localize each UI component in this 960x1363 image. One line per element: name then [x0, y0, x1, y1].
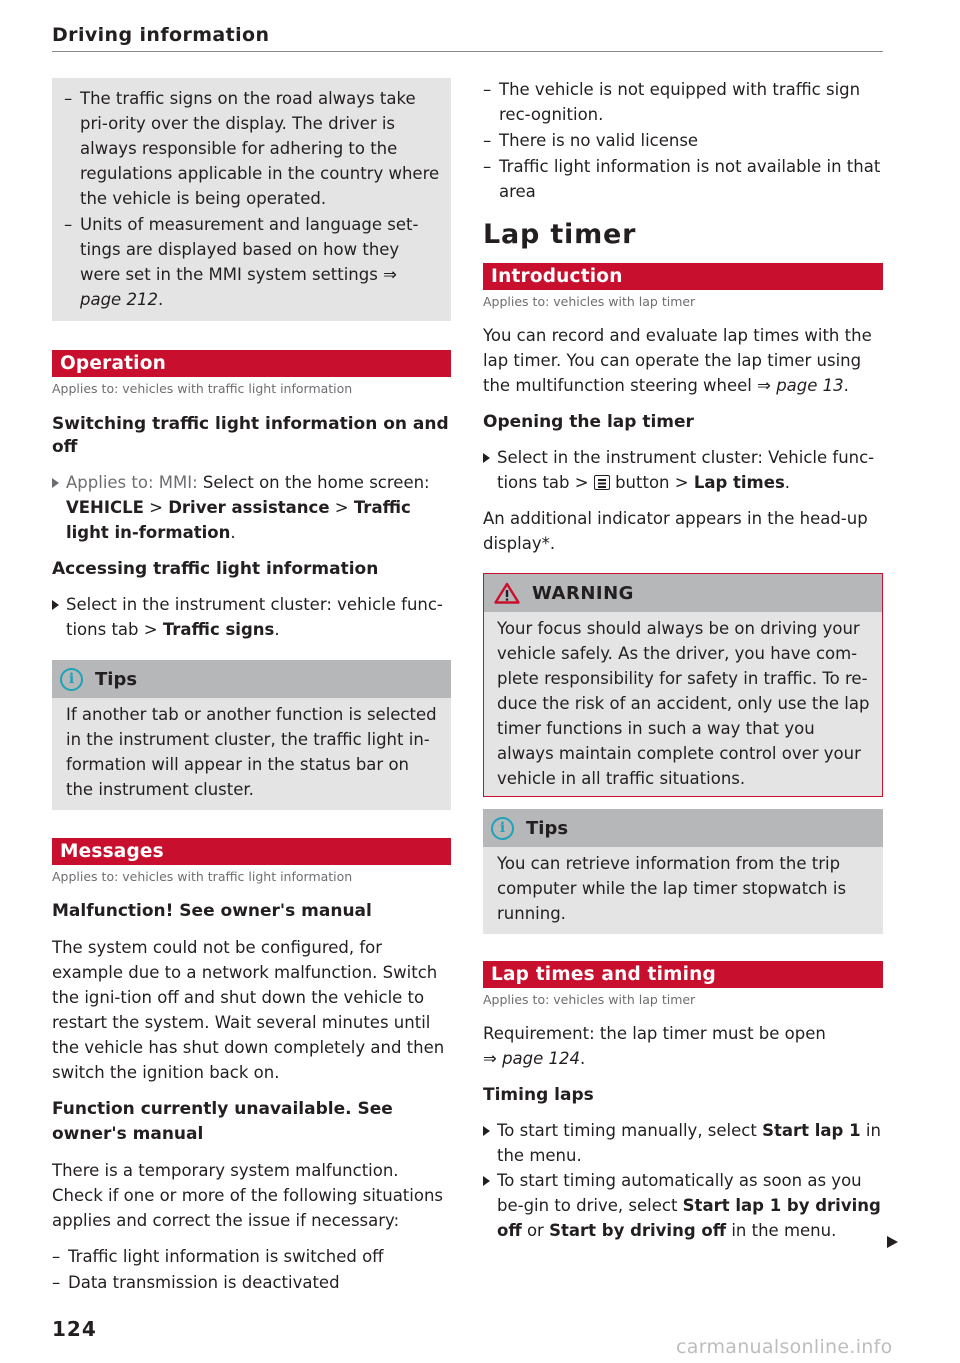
- menu-path-vehicle: VEHICLE: [66, 498, 144, 517]
- tips-title: Tips: [95, 668, 138, 690]
- opening-note: An additional indicator appears in the head-up display*.: [483, 509, 868, 553]
- step-text: Select on the home screen:: [197, 473, 430, 492]
- intro-text: You can record and evaluate lap times with the lap timer. You can operate the lap timer using the multifunction steering wheel: [483, 326, 872, 395]
- tips-text: If another tab or another function is selected in the instrument cluster, the traffic light in-formation will appear in the status bar on the instrument cluster.: [66, 705, 437, 799]
- section-heading-operation: Operation: [52, 350, 451, 377]
- situation-text: The vehicle is not equipped with traffic sign rec-ognition.: [499, 80, 861, 124]
- step-arrow-icon: [483, 1176, 490, 1186]
- note-box: [52, 78, 451, 321]
- situation-item: [483, 77, 883, 127]
- situation-item: [52, 1244, 451, 1269]
- menu-option-start-lap-1: Start lap 1: [762, 1121, 861, 1140]
- tips-header: [52, 660, 451, 698]
- menu-option-start-driving: Start by driving off: [549, 1221, 727, 1240]
- menu-option-start-lap-1-driving: Start lap 1 by driving off: [497, 1196, 881, 1240]
- situation-item: [52, 1270, 451, 1295]
- applies-note: Applies to: vehicles with traffic light information: [52, 869, 353, 884]
- subheading-opening: Opening the lap timer: [483, 412, 694, 432]
- note-item: [64, 86, 441, 211]
- tips-text: You can retrieve information from the trip computer while the lap timer stopwatch is running.: [497, 854, 847, 923]
- note-item-text: The traffic signs on the road always take pri-ority over the display. The driver is always responsible for adhering to the regulations applicable in the country where the vehicle is being operated.: [80, 89, 440, 208]
- dash: –: [483, 157, 492, 176]
- subheading-switching: Switching traffic light information on and off: [52, 414, 449, 457]
- header-rule: [52, 51, 883, 52]
- page-reference-link[interactable]: ⇒ page 124: [483, 1049, 581, 1068]
- step-text: Select in the instrument cluster: Vehicle func-tions tab >: [497, 448, 875, 492]
- unavailable-paragraph: There is a temporary system malfunction. Check if one or more of the following situations applies and correct the issue if necessary:: [52, 1161, 444, 1230]
- applies-note: Applies to: vehicles with traffic light information: [52, 381, 353, 396]
- dash: –: [64, 215, 73, 234]
- step-text: Select in the instrument cluster: vehicle func-tions tab >: [66, 595, 443, 639]
- page-number: 124: [52, 1317, 97, 1341]
- menu-separator: >: [143, 498, 169, 517]
- watermark: carmanualsonline.info: [676, 1336, 893, 1358]
- warning-text: Your focus should always be on driving your vehicle safely. As the driver, you have com-plete responsibility for safety in traffic. To re-duce the risk of an accident, only use the lap timer functions in such a way that you always maintain complete control over your vehicle in all traffic situations.: [497, 619, 870, 788]
- chapter-title-lap-timer: Lap timer: [483, 219, 637, 250]
- warning-header: [484, 574, 882, 612]
- menu-path-lap-times: Lap times: [693, 473, 785, 492]
- step-arrow-icon: [483, 1126, 490, 1136]
- warning-title: WARNING: [532, 582, 634, 604]
- subheading-timing: Timing laps: [483, 1085, 594, 1105]
- punctuation: .: [157, 290, 164, 309]
- right-column: [483, 70, 883, 1243]
- step-arrow-icon: [483, 453, 490, 463]
- requirement-paragraph: [483, 1021, 883, 1071]
- situation-text: Traffic light information is switched off: [68, 1247, 384, 1266]
- punctuation: .: [784, 473, 791, 492]
- punctuation: .: [580, 1049, 586, 1068]
- step-arrow-icon: [52, 478, 59, 488]
- page-reference-link[interactable]: ⇒ page 13: [757, 376, 844, 395]
- page-reference-link[interactable]: ⇒ page 212: [80, 265, 397, 309]
- tips-title: Tips: [526, 817, 569, 839]
- section-heading-lap-times: Lap times and timing: [483, 961, 883, 988]
- step-text: in the menu.: [726, 1221, 837, 1240]
- punctuation: .: [843, 376, 849, 395]
- info-icon: i: [491, 817, 514, 840]
- menu-path-traffic-light: Traffic light in-formation: [66, 498, 411, 542]
- situation-text: Data transmission is deactivated: [68, 1273, 340, 1292]
- tips-header: [483, 809, 883, 847]
- section-heading-introduction: Introduction: [483, 263, 883, 290]
- intro-paragraph: [483, 323, 883, 398]
- instruction-step: [483, 1118, 883, 1168]
- step-text: in the menu.: [497, 1121, 881, 1165]
- menu-button-icon: [594, 475, 610, 490]
- dash: –: [52, 1247, 61, 1266]
- situation-text: Traffic light information is not available in that area: [499, 157, 881, 201]
- step-text: To start timing automatically as soon as you be-gin to drive, select: [497, 1171, 862, 1215]
- situation-item: [483, 154, 883, 204]
- warning-triangle-icon: [494, 582, 520, 604]
- applies-note: Applies to: vehicles with lap timer: [483, 294, 696, 309]
- instruction-step: [52, 470, 451, 545]
- warning-box: [483, 573, 883, 797]
- applies-note: Applies to: vehicles with lap timer: [483, 992, 696, 1007]
- subheading-accessing: Accessing traffic light information: [52, 559, 379, 579]
- subheading-malfunction: Malfunction! See owner's manual: [52, 901, 372, 921]
- note-item-text: Units of measurement and language set-tings are displayed based on how they were set in the MMI system settings: [80, 215, 419, 284]
- step-arrow-icon: [52, 600, 59, 610]
- menu-separator: >: [329, 498, 354, 517]
- dash: –: [483, 80, 492, 99]
- dash: –: [52, 1273, 61, 1292]
- left-column: [52, 70, 451, 1296]
- subheading-unavailable: Function currently unavailable. See owner's manual: [52, 1099, 393, 1144]
- instruction-step: [483, 445, 883, 495]
- requirement-text: Requirement: the lap timer must be open: [483, 1024, 826, 1043]
- menu-path-traffic-signs: Traffic signs: [162, 620, 275, 639]
- punctuation: .: [230, 523, 236, 542]
- step-text: button >: [609, 473, 694, 492]
- menu-path-driver-assistance: Driver assistance: [168, 498, 330, 517]
- step-text: or: [521, 1221, 550, 1240]
- step-text: To start timing manually, select: [497, 1121, 763, 1140]
- situation-text: There is no valid license: [499, 131, 699, 150]
- info-icon: i: [60, 668, 83, 691]
- punctuation: .: [274, 620, 280, 639]
- running-head: Driving information: [52, 24, 270, 46]
- instruction-step: [483, 1168, 883, 1243]
- section-heading-messages: Messages: [52, 838, 451, 865]
- continue-arrow-icon: [887, 1236, 898, 1248]
- situation-item: [483, 128, 883, 153]
- instruction-step: [52, 592, 451, 642]
- dash: –: [64, 89, 73, 108]
- dash: –: [483, 131, 492, 150]
- tips-box: [52, 660, 451, 810]
- malfunction-paragraph: The system could not be configured, for example due to a network malfunction. Switch the igni-tion off and shut down the vehicle to restart the system. Wait several minutes until the vehicle has shut down completely and then switch the ignition back on.: [52, 938, 445, 1082]
- applies-prefix: Applies to: MMI:: [66, 473, 198, 492]
- tips-box: [483, 809, 883, 934]
- note-item: [64, 212, 441, 312]
